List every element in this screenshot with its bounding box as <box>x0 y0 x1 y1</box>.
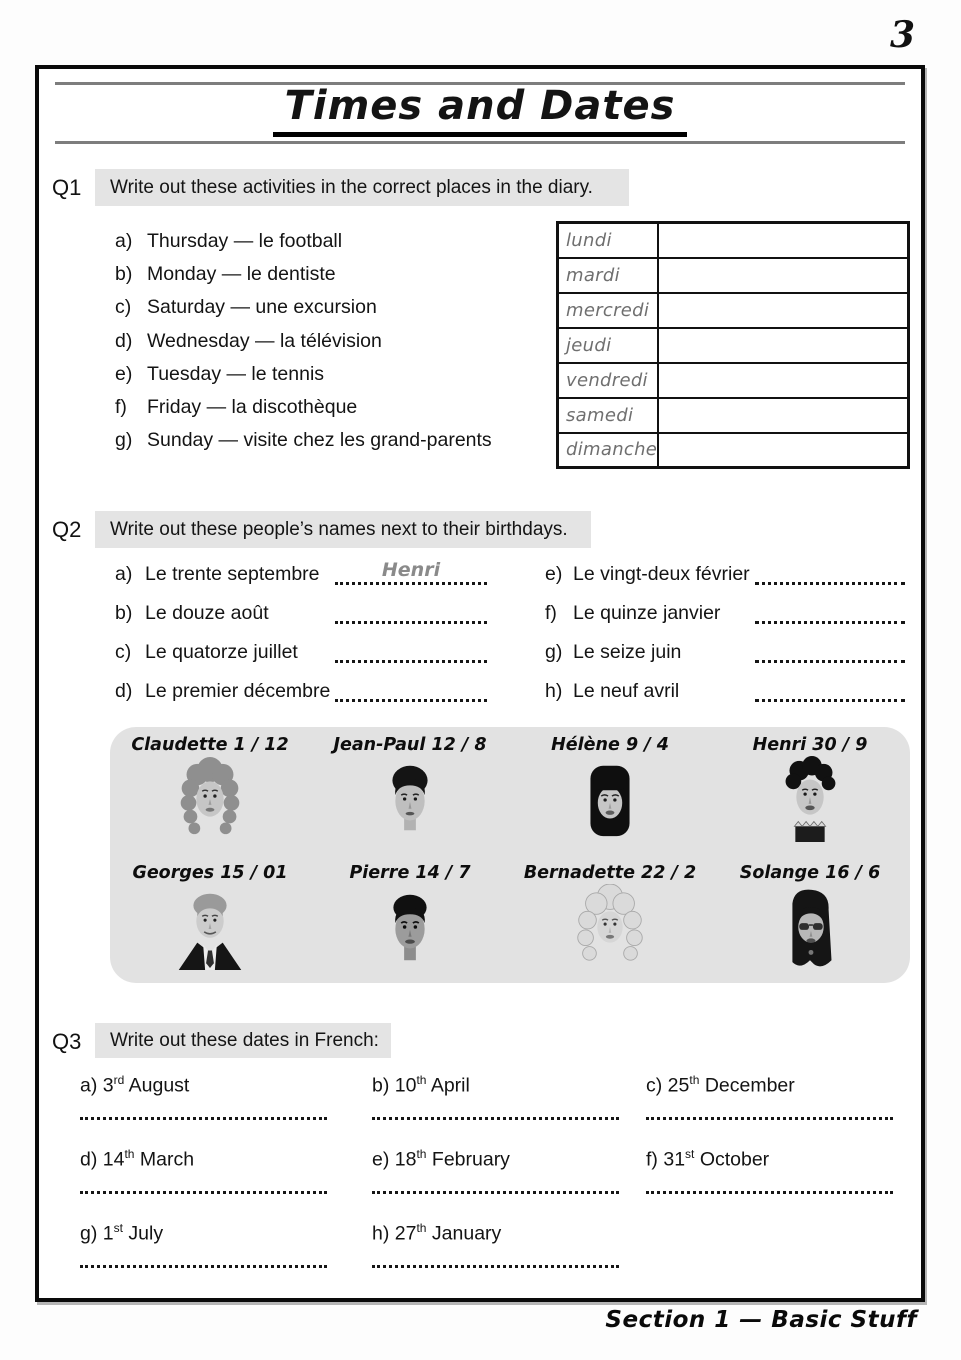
birthday-item <box>545 555 905 594</box>
date-day: 3 <box>102 1074 114 1097</box>
diary-entry-cell <box>658 433 908 468</box>
answer-line <box>755 660 905 663</box>
diary-day-cell: mardi <box>558 258 659 293</box>
date-item <box>372 1147 646 1221</box>
item-text: Sunday — visite chez les grand-parents <box>147 429 492 452</box>
jean-paul-face-image <box>369 756 451 842</box>
birthday-item <box>115 672 487 711</box>
item-letter: b) <box>115 602 133 624</box>
person-name: Jean-Paul <box>333 735 426 755</box>
item-text: Le quinze janvier <box>573 602 721 624</box>
activity-item <box>115 325 492 358</box>
section-footer: Section 1 — Basic Stuff <box>605 1307 917 1333</box>
claudette-face-image <box>169 756 251 842</box>
item-letter: f) <box>115 396 127 419</box>
diary-entry-cell <box>658 258 908 293</box>
diary-row <box>558 398 909 433</box>
item-letter: f) <box>646 1148 658 1171</box>
date-label <box>372 1147 646 1172</box>
activity-item <box>115 225 492 258</box>
diary-day-cell: mercredi <box>558 293 659 328</box>
date-label <box>646 1073 910 1098</box>
diary-entry-cell <box>658 328 908 363</box>
diary-day-cell: lundi <box>558 223 659 258</box>
q2-instruction: Write out these people’s names next to their birthdays. <box>95 511 591 548</box>
date-item <box>646 1147 910 1221</box>
date-item <box>372 1221 646 1295</box>
q2-right-column <box>545 555 905 711</box>
date-label <box>80 1147 372 1172</box>
date-month: August <box>128 1074 190 1097</box>
q3-instruction: Write out these dates in French: <box>95 1023 391 1058</box>
person-date: 16 / 6 <box>825 863 881 883</box>
item-text: Le vingt-deux février <box>573 563 750 585</box>
empty-cell <box>646 1221 910 1295</box>
item-text: Le premier décembre <box>145 680 331 702</box>
q3-dates-grid <box>80 1073 910 1295</box>
person-name: Bernadette <box>523 863 635 883</box>
date-suffix: st <box>113 1221 123 1235</box>
item-letter: d) <box>115 329 133 352</box>
item-text: Thursday — le football <box>147 230 343 253</box>
item-letter: a) <box>80 1074 98 1097</box>
portrait-henri <box>710 727 910 855</box>
answer-line <box>80 1191 327 1194</box>
date-month: October <box>699 1148 770 1171</box>
date-suffix: th <box>416 1073 427 1087</box>
answer-line <box>372 1117 619 1120</box>
item-letter: a) <box>115 230 133 253</box>
diary-entry-cell <box>658 293 908 328</box>
item-letter: h) <box>372 1222 390 1245</box>
diary-day-cell: jeudi <box>558 328 659 363</box>
person-name: Solange <box>739 863 820 883</box>
item-text: Wednesday — la télévision <box>147 329 382 352</box>
person-name: Hélène <box>551 735 620 755</box>
q2-label: Q2 <box>52 517 82 542</box>
diary-table <box>556 221 910 469</box>
answer-line <box>755 699 905 702</box>
answer-line <box>372 1191 619 1194</box>
answer-line <box>335 582 487 585</box>
answer-line <box>335 660 487 663</box>
date-day: 27 <box>394 1222 417 1245</box>
diary-entry-cell <box>658 363 908 398</box>
solange-face-image <box>769 884 851 970</box>
answer-line <box>335 621 487 624</box>
birthday-item <box>115 555 487 594</box>
date-suffix: st <box>685 1147 695 1161</box>
portrait-caption <box>132 863 287 883</box>
date-day: 14 <box>102 1148 125 1171</box>
portrait-caption <box>524 863 696 883</box>
item-text: Monday — le dentiste <box>147 263 336 286</box>
date-item <box>372 1073 646 1147</box>
diary-row <box>558 363 909 398</box>
date-suffix: th <box>124 1147 135 1161</box>
person-date: 30 / 9 <box>812 735 868 755</box>
date-month: January <box>431 1222 502 1245</box>
item-letter: e) <box>545 563 563 585</box>
georges-face-image <box>169 884 251 970</box>
q1-instruction: Write out these activities in the correct places in the diary. <box>95 169 629 206</box>
person-name: Henri <box>752 735 807 755</box>
item-letter: d) <box>80 1148 98 1171</box>
item-text: Tuesday — le tennis <box>147 362 325 385</box>
date-day: 10 <box>394 1074 417 1097</box>
date-item <box>80 1221 372 1295</box>
answer-line <box>755 621 905 624</box>
activity-item <box>115 291 492 324</box>
item-letter: b) <box>372 1074 390 1097</box>
date-suffix: th <box>689 1073 700 1087</box>
item-text: Le quatorze juillet <box>145 641 298 663</box>
pierre-face-image <box>369 884 451 970</box>
item-letter: h) <box>545 680 563 702</box>
portrait-solange <box>710 855 910 983</box>
people-panel <box>110 727 910 983</box>
person-name: Pierre <box>349 863 410 883</box>
answer-line <box>80 1117 327 1120</box>
diary-day-cell: dimanche <box>558 433 659 468</box>
date-item <box>80 1073 372 1147</box>
activity-item <box>115 258 492 291</box>
person-date: 12 / 8 <box>431 735 487 755</box>
date-item <box>80 1147 372 1221</box>
date-label <box>646 1147 910 1172</box>
date-label <box>372 1221 646 1246</box>
birthday-item <box>545 672 905 711</box>
item-letter: a) <box>115 563 133 585</box>
answer-line <box>646 1117 893 1120</box>
portrait-jean-paul <box>310 727 510 855</box>
item-text: Le douze août <box>145 602 269 624</box>
diary-row <box>558 328 909 363</box>
answer-line <box>335 699 487 702</box>
item-letter: b) <box>115 263 133 286</box>
person-name: Claudette <box>131 735 228 755</box>
bernadette-face-image <box>569 884 651 970</box>
item-text: Le seize juin <box>573 641 682 663</box>
birthday-item <box>115 633 487 672</box>
portrait-caption <box>349 863 470 883</box>
portrait-caption <box>333 735 486 755</box>
answer-line <box>646 1191 893 1194</box>
date-label <box>80 1221 372 1246</box>
title-row <box>39 83 921 137</box>
item-letter: d) <box>115 680 133 702</box>
item-letter: e) <box>115 362 133 385</box>
birthday-item <box>115 594 487 633</box>
diary-entry-cell <box>658 398 908 433</box>
date-month: February <box>431 1148 510 1171</box>
item-text: Saturday — une excursion <box>147 296 377 319</box>
answer-line <box>372 1265 619 1268</box>
portrait-pierre <box>310 855 510 983</box>
person-date: 14 / 7 <box>415 863 471 883</box>
portrait-caption <box>740 863 881 883</box>
person-date: 15 / 01 <box>220 863 288 883</box>
worksheet-frame <box>35 65 925 1302</box>
item-letter: g) <box>80 1222 98 1245</box>
item-text: Le trente septembre <box>145 563 320 585</box>
person-date: 9 / 4 <box>625 735 669 755</box>
q1-activities-list <box>115 225 492 457</box>
person-name: Georges <box>132 863 215 883</box>
title-bottom-rule <box>55 141 905 144</box>
portrait-georges <box>110 855 310 983</box>
person-date: 1 / 12 <box>233 735 289 755</box>
diary-day-cell: vendredi <box>558 363 659 398</box>
item-letter: g) <box>545 641 563 663</box>
date-day: 25 <box>667 1074 690 1097</box>
diary-row <box>558 293 909 328</box>
portrait-bernadette <box>510 855 710 983</box>
date-suffix: th <box>416 1147 427 1161</box>
date-label <box>80 1073 372 1098</box>
q1-label: Q1 <box>52 175 82 200</box>
date-item <box>646 1073 910 1147</box>
item-text: Friday — la discothèque <box>147 396 358 419</box>
portrait-caption <box>551 735 669 755</box>
date-month: April <box>430 1074 470 1097</box>
diary-row <box>558 258 909 293</box>
date-month: March <box>139 1148 195 1171</box>
birthday-item <box>545 594 905 633</box>
item-letter: e) <box>372 1148 390 1171</box>
item-letter: f) <box>545 602 557 624</box>
diary-entry-cell <box>658 223 908 258</box>
date-label <box>372 1073 646 1098</box>
item-letter: c) <box>115 296 132 319</box>
q2-left-column <box>115 555 487 711</box>
date-day: 18 <box>394 1148 417 1171</box>
item-letter: c) <box>115 641 132 663</box>
item-letter: g) <box>115 429 133 452</box>
page-number: 3 <box>889 14 915 56</box>
date-suffix: rd <box>113 1073 125 1087</box>
portrait-caption <box>131 735 288 755</box>
handwritten-answer: Henri <box>381 559 441 581</box>
q3-label: Q3 <box>52 1029 82 1054</box>
birthday-item <box>545 633 905 672</box>
item-text: Le neuf avril <box>573 680 680 702</box>
portrait-claudette <box>110 727 310 855</box>
date-suffix: th <box>416 1221 427 1235</box>
date-day: 1 <box>102 1222 114 1245</box>
helene-face-image <box>569 756 651 842</box>
item-letter: c) <box>646 1074 663 1097</box>
date-month: July <box>128 1222 164 1245</box>
answer-line <box>80 1265 327 1268</box>
date-month: December <box>704 1074 795 1097</box>
diary-row <box>558 223 909 258</box>
diary-day-cell: samedi <box>558 398 659 433</box>
activity-item <box>115 391 492 424</box>
activity-item <box>115 424 492 457</box>
person-date: 22 / 2 <box>641 863 697 883</box>
portrait-caption <box>753 735 868 755</box>
henri-face-image <box>769 756 851 842</box>
portrait-helene <box>510 727 710 855</box>
activity-item <box>115 358 492 391</box>
date-day: 31 <box>663 1148 686 1171</box>
answer-line <box>755 582 905 585</box>
page-title: Times and Dates <box>273 83 688 137</box>
diary-row <box>558 433 909 468</box>
